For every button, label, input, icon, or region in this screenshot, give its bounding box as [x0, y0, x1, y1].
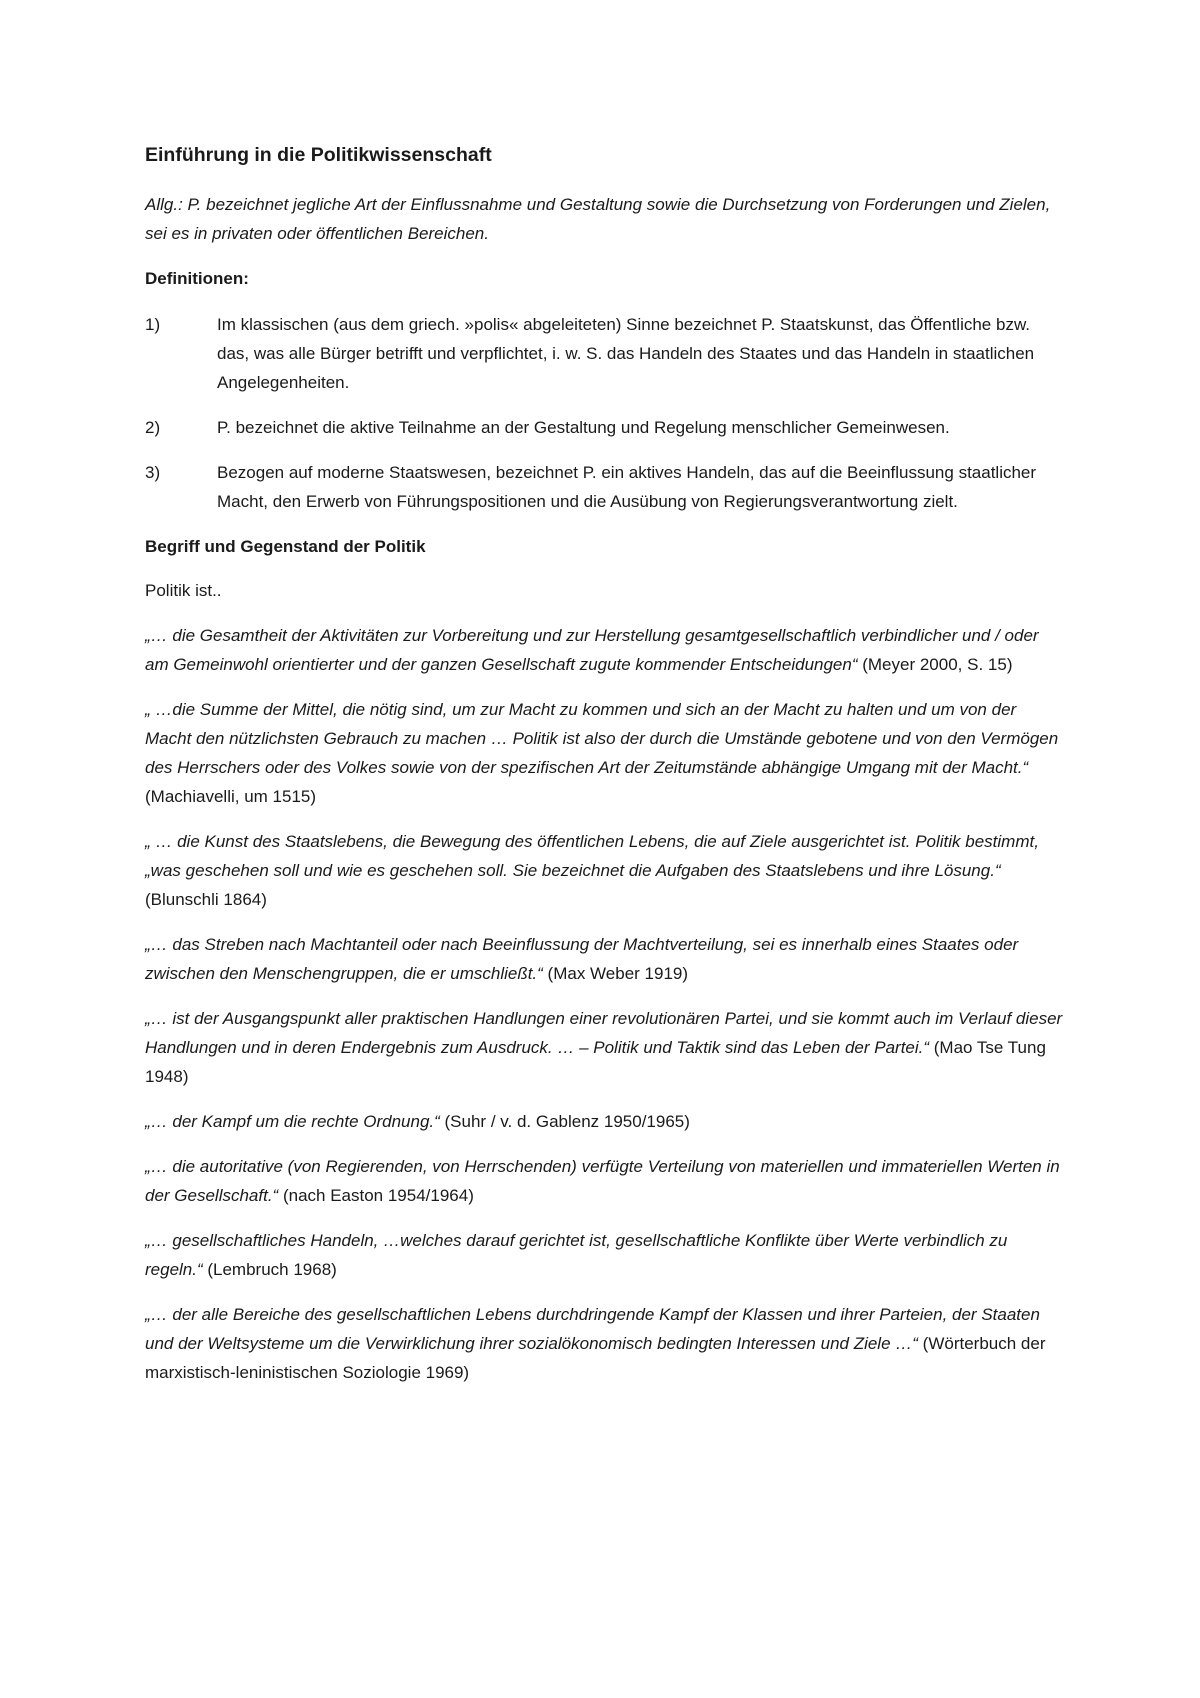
definition-number: 3)	[145, 463, 161, 482]
quote-text: „… gesellschaftliches Handeln, …welches darauf gerichtet ist, gesellschaftliche Konflikte über Werte verbindlich zu regeln.“	[145, 1231, 1008, 1279]
definition-item	[145, 310, 1065, 397]
quote-text: „… der alle Bereiche des gesellschaftlichen Lebens durchdringende Kampf der Klassen und ihrer Parteien, der Staaten und der Weltsysteme um die Verwirklichung ihrer sozialökonomisch bedingten Interessen und Ziele …“	[145, 1305, 1040, 1353]
definition-number: 1)	[145, 315, 161, 334]
lead-text: Politik ist..	[145, 581, 222, 600]
quote-text: „… die autoritative (von Regierenden, von Herrschenden) verfügte Verteilung von materiellen und immateriellen Werten in der Gesellschaft.“	[145, 1157, 1060, 1205]
quote-paragraph	[145, 930, 1065, 988]
document-page	[145, 140, 1065, 1403]
quote-paragraph	[145, 1004, 1065, 1091]
definition-text: Im klassischen (aus dem griech. »polis« abgeleiteten) Sinne bezeichnet P. Staatskunst, das Öffentliche bzw. das, was alle Bürger betrifft und verpflichtet, i. w. S. das Handeln des Staates und das Handeln in staatlichen Angelegenheiten.	[217, 315, 1035, 392]
quote-text: „ …die Summe der Mittel, die nötig sind, um zur Macht zu kommen und sich an der Macht zu halten und um von der Macht den nützlichsten Gebrauch zu machen … Politik ist also der durch die Umstände gebotene und von den Vermögen des Herrschers oder des Volkes sowie von der spezifischen Art der Zeitumstände abhängige Umgang mit der Macht.“	[145, 700, 1059, 777]
quote-paragraph	[145, 827, 1065, 914]
quote-paragraph	[145, 1300, 1065, 1387]
definition-item	[145, 413, 1065, 442]
quote-source: (Wörterbuch der marxistisch-leninistischen Soziologie 1969)	[145, 1334, 1046, 1382]
quote-text: „… der Kampf um die rechte Ordnung.“	[145, 1112, 440, 1131]
quote-source: (Machiavelli, um 1515)	[145, 787, 317, 806]
quote-source: (Lembruch 1968)	[202, 1260, 337, 1279]
quote-paragraph	[145, 1107, 1065, 1136]
quote-text: „… ist der Ausgangspunkt aller praktischen Handlungen einer revolutionären Partei, und sie kommt auch im Verlauf dieser Handlungen und in deren Endergebnis zum Ausdruck. … – Politik und Taktik sind das Leben der Partei.“	[145, 1009, 1063, 1057]
quote-source: (Meyer 2000, S. 15)	[857, 655, 1013, 674]
quote-source: (Max Weber 1919)	[542, 964, 689, 983]
quote-text: „… die Gesamtheit der Aktivitäten zur Vorbereitung und zur Herstellung gesamtgesellschaftlich verbindlicher und / oder am Gemeinwohl orientierter und der ganzen Gesellschaft zugute kommender Entscheidungen“	[145, 626, 1039, 674]
definition-item	[145, 458, 1065, 516]
intro-paragraph: Allg.: P. bezeichnet jegliche Art der Einflussnahme und Gestaltung sowie die Durchsetzung von Forderungen und Zielen, sei es in privaten oder öffentlichen Bereichen.	[145, 195, 1051, 243]
quote-text: „… das Streben nach Machtanteil oder nach Beeinflussung der Machtverteilung, sei es innerhalb eines Staates oder zwischen den Menschengruppen, die er umschließt.“	[145, 935, 1019, 983]
quote-paragraph	[145, 695, 1065, 811]
definition-text: P. bezeichnet die aktive Teilnahme an der Gestaltung und Regelung menschlicher Gemeinwesen.	[217, 418, 950, 437]
quote-paragraph	[145, 1226, 1065, 1284]
definition-number: 2)	[145, 418, 161, 437]
quote-text: „ … die Kunst des Staatslebens, die Bewegung des öffentlichen Lebens, die auf Ziele ausgerichtet ist. Politik bestimmt, „was geschehen soll und wie es geschehen soll. Sie bezeichnet die Aufgaben des Staatslebens und ihre Lösung.“	[145, 832, 1039, 880]
definition-text: Bezogen auf moderne Staatswesen, bezeichnet P. ein aktives Handeln, das auf die Beeinflussung staatlicher Macht, den Erwerb von Führungspositionen und die Ausübung von Regierungsverantwortung zielt.	[217, 463, 1037, 511]
quote-source: (Suhr / v. d. Gablenz 1950/1965)	[439, 1112, 690, 1131]
quote-source: (Blunschli 1864)	[145, 890, 267, 909]
quote-source: (Mao Tse Tung 1948)	[145, 1038, 1046, 1086]
quote-paragraph	[145, 621, 1065, 679]
quote-source: (nach Easton 1954/1964)	[278, 1186, 474, 1205]
document-title: Einführung in die Politikwissenschaft	[145, 144, 492, 166]
section-heading: Begriff und Gegenstand der Politik	[145, 537, 426, 556]
quote-paragraph	[145, 1152, 1065, 1210]
definitions-heading: Definitionen:	[145, 269, 249, 288]
